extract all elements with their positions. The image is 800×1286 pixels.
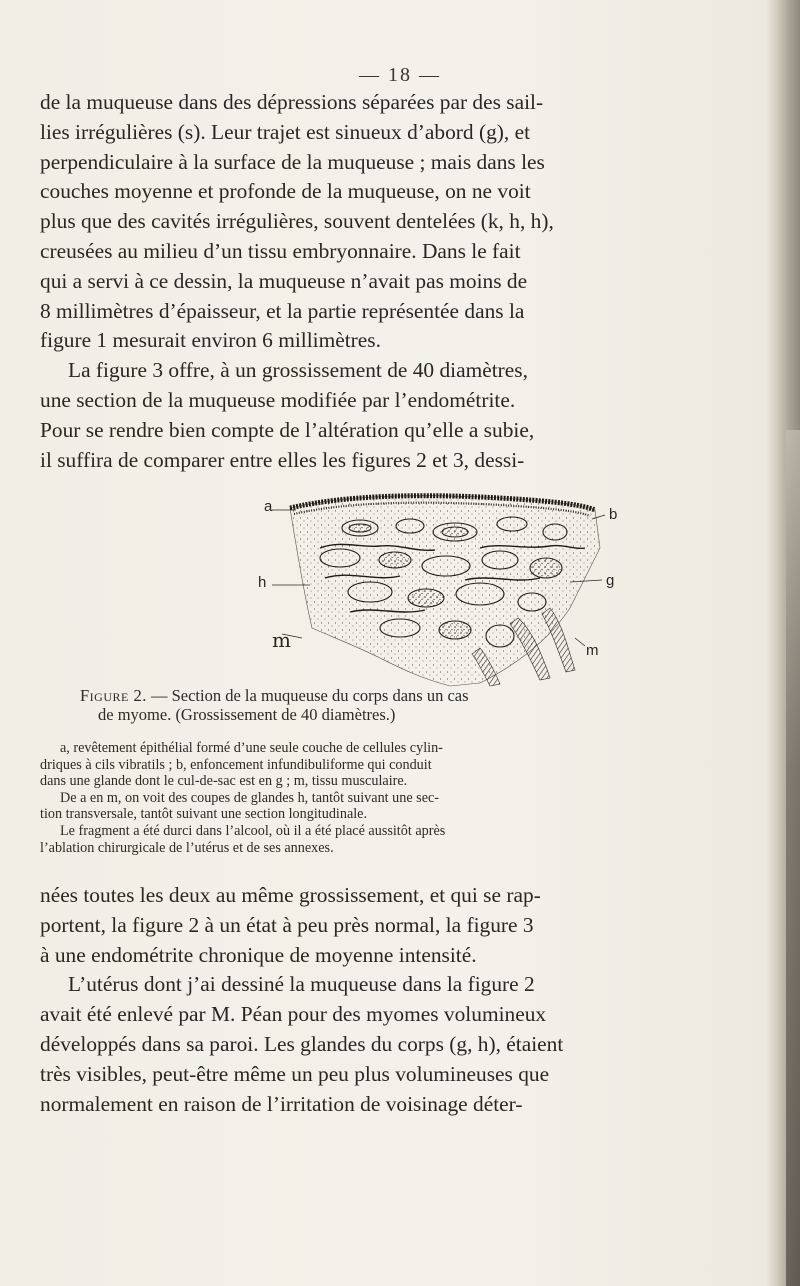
text-line: avait été enlevé par M. Péan pour des myomes volumineux [40,1002,547,1027]
text-line: qui a servi à ce dessin, la muqueuse n’avait pas moins de [40,268,528,293]
caption-line: dans une glande dont le cul-de-sac est en g ; m, tissu musculaire. [40,773,408,790]
text-line: Pour se rendre bien compte de l’altération qu’elle a subie, [40,417,535,442]
caption-line: a, revêtement épithélial formé d’une seule couche de cellules cylin- [60,740,443,756]
text-line: 8 millimètres d’épaisseur, et la partie représentée dans la [40,298,525,323]
figure-caption-label: Figure 2. [80,686,147,705]
page-edge-binding [786,430,800,1286]
text-line: une section de la muqueuse modifiée par l’endométrite. [40,387,516,412]
figure-label-m: m [586,642,599,659]
figure-caption-title [40,686,770,724]
text-line: La figure 3 offre, à un grossissement de 40 diamètres, [68,358,528,383]
text-line: très visibles, peut-être même un peu plus volumineuses que [40,1061,550,1086]
text-line: développés dans sa paroi. Les glandes du corps (g, h), étaient [40,1031,564,1056]
caption-line: l’ablation chirurgicale de l’utérus et de ses annexes. [40,839,334,856]
text-line: de la muqueuse dans des dépressions séparées par des sail- [40,90,544,114]
text-line: à une endométrite chronique de moyenne intensité. [40,942,477,967]
figure-caption-body [40,740,772,856]
paragraph-bottom [40,881,772,1119]
figure-caption-line2: de myome. (Grossissement de 40 diamètres.) [98,705,396,724]
figure-label-h: h [258,574,267,591]
figure-label-g: g [606,572,615,589]
text-line: figure 1 mesurait environ 6 millimètres. [40,328,381,353]
text-line: il suffira de comparer entre elles les figures 2 et 3, dessi- [40,447,525,472]
text-line: creusées au milieu d’un tissu embryonnaire. Dans le fait [40,238,521,263]
text-line: nées toutes les deux au même grossissement, et qui se rap- [40,883,541,907]
paragraph-top [40,88,772,475]
figure-label-m-left: m [272,628,291,652]
figure-label-b: b [609,506,618,523]
figure-caption-text: — Section de la muqueuse du corps dans un cas [146,686,469,705]
figure-2-illustration [250,488,630,688]
text-line: L’utérus dont j’ai dessiné la muqueuse dans la figure 2 [68,972,535,997]
page-number: — 18 — [359,64,441,86]
text-line: plus que des cavités irrégulières, souvent dentelées (k, h, h), [40,209,554,234]
text-line: lies irrégulières (s). Leur trajet est sinueux d’abord (g), et [40,119,531,144]
text-line: portent, la figure 2 à un état à peu près normal, la figure 3 [40,912,534,937]
caption-line: driques à cils vibratils ; b, enfoncement infundibuliforme qui conduit [40,756,432,773]
figure-label-a: a [264,498,273,515]
text-line: perpendiculaire à la surface de la muqueuse ; mais dans les [40,149,545,174]
caption-line: tion transversale, tantôt suivant une section longitudinale. [40,806,368,823]
mucosa-section-drawing [250,488,630,688]
caption-line: Le fragment a été durci dans l’alcool, où il a été placé aussitôt après [60,822,446,839]
text-line: normalement en raison de l’irritation de voisinage déter- [40,1091,523,1116]
text-line: couches moyenne et profonde de la muqueuse, on ne voit [40,179,531,204]
caption-line: De a en m, on voit des coupes de glandes h, tantôt suivant une sec- [60,789,440,806]
